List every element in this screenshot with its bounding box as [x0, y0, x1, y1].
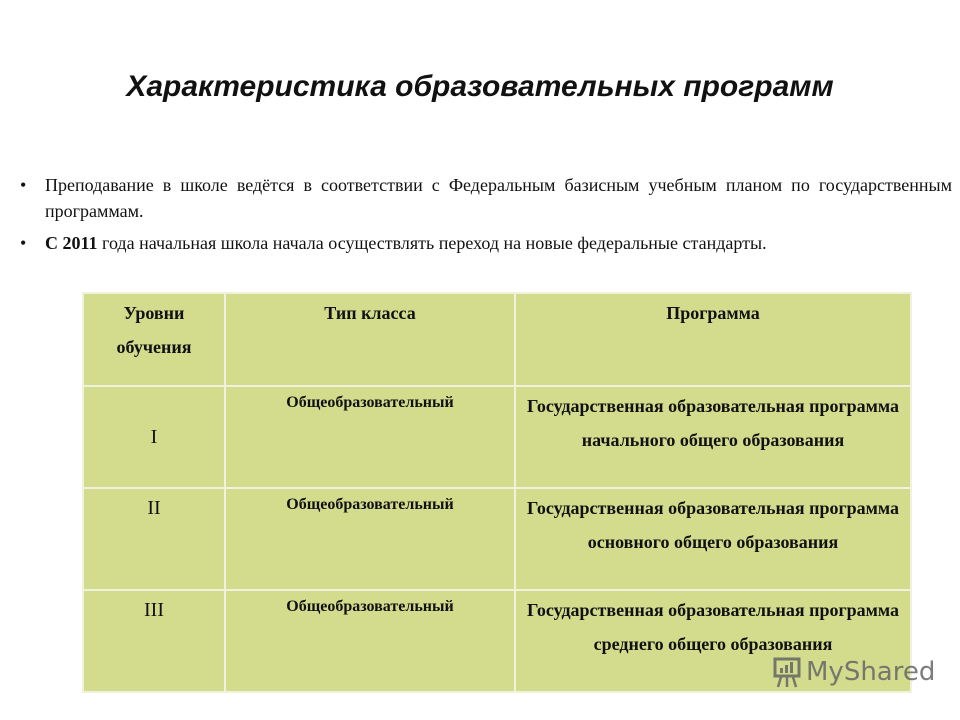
watermark [772, 656, 935, 688]
header-cell: Тип класса [225, 293, 515, 386]
level-cell: III [83, 590, 225, 692]
bullet-text: года начальная школа начала осуществлять переход на новые федеральные стандарты. [97, 233, 767, 253]
program-cell: Государственная образовательная программа основного общего образования [515, 488, 911, 590]
bullet-item [20, 172, 952, 224]
presentation-board-icon [772, 656, 802, 688]
bullet-bold-text: С 2011 [45, 233, 98, 253]
type-cell: Общеобразовательный [225, 488, 515, 590]
table-row [83, 488, 911, 590]
level-cell: I [83, 386, 225, 488]
header-cell: Программа [515, 293, 911, 386]
bullet-dot: • [20, 175, 27, 195]
slide-title: Характеристика образовательных программ [126, 70, 834, 103]
table-row [83, 386, 911, 488]
type-cell: Общеобразовательный [225, 590, 515, 692]
program-cell: Государственная образовательная программа среднего общего образования [515, 590, 911, 692]
type-cell: Общеобразовательный [225, 386, 515, 488]
bullet-dot: • [20, 233, 27, 253]
header-cell: Уровни обучения [83, 293, 225, 386]
programs-table [82, 292, 912, 693]
level-cell: II [83, 488, 225, 590]
bullet-item [20, 230, 952, 256]
bullet-list [20, 172, 952, 262]
program-cell: Государственная образовательная программа начального общего образования [515, 386, 911, 488]
table-header-row [83, 293, 911, 386]
bullet-text: Преподавание в школе ведётся в соответствии с Федеральным базисным учебным планом по государственным программам. [45, 175, 952, 221]
watermark-text: MyShared [806, 657, 936, 687]
